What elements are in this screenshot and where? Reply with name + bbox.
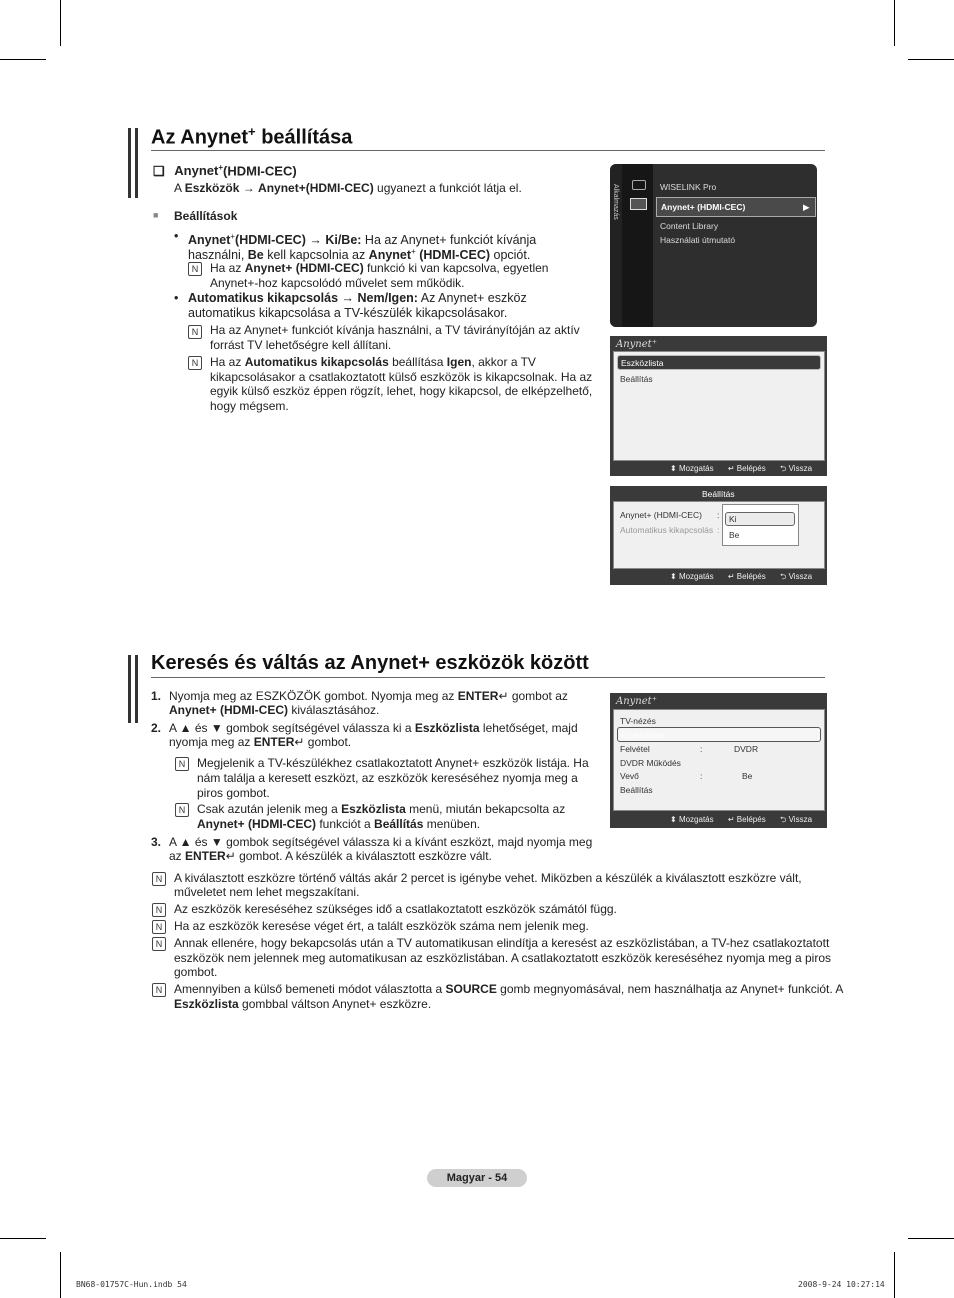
note5-line1: Csak azután jelenik meg a Eszközlista menü, miután bekapcsolta az — [197, 802, 566, 816]
note-icon: N — [188, 356, 202, 370]
setting-auto-off-label: Automatikus kikapcsolás — [620, 525, 714, 535]
note2-line1: Ha az Anynet+ funkciót kívánja használni, a TV távirányítóján az aktív — [210, 323, 580, 337]
updown-icon: ⬍ — [670, 815, 677, 824]
crop-mark — [894, 0, 895, 46]
settings-title: Beállítás — [702, 489, 735, 499]
gnote5-line2: Eszközlista gombbal váltson Anynet+ eszközre. — [174, 997, 432, 1011]
gnote5-line1: Amennyiben a külső bemeneti módot választotta a SOURCE gomb megnyomásával, nem használhatja az Anynet+ funkciót. A — [174, 982, 844, 996]
bullet-icon: • — [174, 229, 179, 243]
note-icon: N — [188, 325, 202, 339]
bullet2-line1: Automatikus kikapcsolás → Nem/Igen: Az Anynet+ eszköz — [188, 291, 527, 305]
step-number: 1. — [151, 689, 162, 703]
crop-mark — [0, 59, 46, 60]
section-bar — [128, 128, 131, 198]
note-icon: N — [175, 757, 189, 771]
screen-application-menu — [610, 164, 817, 327]
bullet1-line2: használni, Be kell kapcsolnia az Anynet+ (HDMI-CEC) opciót. — [188, 247, 531, 263]
gnote4-line1: Annak ellenére, hogy bekapcsolás után a TV automatikusan elindítja a keresést az eszközlistában, a TV-hez csatlakoztatott — [174, 936, 830, 950]
icon-column — [622, 164, 653, 327]
settings-panel — [613, 501, 825, 569]
gnote4-line3: gombot. — [174, 965, 218, 979]
colon: : — [717, 510, 720, 520]
section2-title: Keresés és váltás az Anynet+ eszközök között — [151, 652, 589, 674]
step-number: 2. — [151, 721, 162, 735]
print-meta-right: 2008-9-24 10:27:14 — [798, 1280, 885, 1289]
note1-line1: Ha az Anynet+ (HDMI-CEC) funkció ki van kapcsolva, egyetlen — [210, 261, 549, 275]
crop-mark — [0, 1238, 46, 1239]
step3-line2: az ENTER↵ gombot. A készülék a kiválasztott eszközre vált. — [169, 849, 492, 863]
gnote3: Ha az eszközök keresése véget ért, a talált eszközök száma nem jelenik meg. — [174, 919, 589, 933]
bullet2-line2: automatikus kikapcsolása a TV-készülék kikapcsolásakor. — [188, 306, 508, 320]
colon: : — [700, 744, 703, 754]
menu-item-device-list-highlight[interactable] — [617, 727, 821, 742]
updown-icon: ⬍ — [670, 572, 677, 581]
note3-line4: hogy mégsem. — [210, 399, 289, 413]
enter-icon: ↵ — [727, 815, 735, 824]
anynet-logo: Anynet⁺ — [616, 339, 657, 350]
note5-line2: Anynet+ (HDMI-CEC) funkciót a Beállítás menüben. — [197, 817, 481, 831]
arrow-right-icon: ▶ — [803, 202, 810, 212]
footer-hints: ⬍ Mozgatás ↵ Belépés ⮌ Vissza — [670, 572, 813, 581]
step2-line2: nyomja meg az ENTER↵ gombot. — [169, 735, 352, 749]
enter-icon: ↵ — [498, 689, 509, 703]
menu-panel — [613, 351, 825, 461]
menu-item-anynet: Anynet+ (HDMI-CEC) — [661, 202, 746, 212]
note4-line2: nám találja a keresett eszközt, az eszközök kereséséhez nyomja meg a — [197, 771, 578, 785]
enter-icon: ↵ — [225, 849, 236, 863]
option-off-highlight[interactable] — [725, 512, 795, 526]
crop-mark — [908, 59, 954, 60]
checkbox-icon: ❑ — [153, 163, 165, 179]
note-icon: N — [152, 903, 166, 917]
anynet-icon — [630, 198, 647, 210]
section-bar — [135, 655, 138, 723]
footer-hints: ⬍ Mozgatás ↵ Belépés ⮌ Vissza — [670, 464, 813, 473]
enter-icon: ↵ — [727, 572, 735, 581]
crop-mark — [894, 1252, 895, 1298]
screen-device-list — [610, 693, 827, 828]
return-icon: ⮌ — [779, 572, 787, 581]
updown-icon: ⬍ — [670, 464, 677, 473]
section-bar — [135, 128, 138, 198]
return-icon: ⮌ — [779, 464, 787, 473]
gnote1-line2: műveletet nem lehet megszakítani. — [174, 885, 360, 899]
note3-line1: Ha az Automatikus kikapcsolás beállítása Igen, akkor a TV — [210, 355, 536, 369]
menu-item-dvdr-operation[interactable]: DVDR Működés — [620, 758, 681, 768]
menu-item-device-list: Eszközlista — [621, 730, 664, 740]
crop-mark — [908, 1238, 954, 1239]
step1-line1: Nyomja meg az ESZKÖZÖK gombot. Nyomja meg az ENTER↵ gombot az — [169, 689, 568, 703]
side-label: Alkalmazás — [612, 184, 619, 220]
menu-item-settings[interactable]: Beállítás — [620, 785, 653, 795]
menu-item-receiver[interactable]: Vevő — [620, 771, 639, 781]
menu-item-settings[interactable]: Beállítás — [620, 374, 653, 384]
section-bar — [128, 655, 131, 723]
gnote1-line1: A kiválasztott eszközre történő váltás akár 2 percet is igénybe vehet. Miközben a készülék a kiválasztott eszközre vált, — [174, 871, 802, 885]
enter-icon: ↵ — [294, 735, 305, 749]
device-panel — [613, 709, 825, 811]
anynet-logo: Anynet⁺ — [616, 696, 657, 707]
settings-label: Beállítások — [174, 209, 238, 223]
menu-item-wiselink[interactable]: WISELINK Pro — [660, 182, 717, 192]
crop-mark — [60, 1252, 61, 1298]
enter-icon: ↵ — [727, 464, 735, 473]
option-dropdown — [722, 504, 799, 546]
menu-item-user-guide[interactable]: Használati útmutató — [660, 235, 736, 245]
screen-anynet-menu — [610, 336, 827, 476]
step2-line1: A ▲ és ▼ gombok segítségével válassza ki a Eszközlista lehetőséget, majd — [169, 721, 578, 735]
menu-item-anynet-highlight[interactable] — [656, 197, 816, 217]
note-icon: N — [152, 983, 166, 997]
menu-item-content-library[interactable]: Content Library — [660, 221, 719, 231]
menu-item-tv-view[interactable]: TV-nézés — [620, 716, 656, 726]
footer-hints: ⬍ Mozgatás ↵ Belépés ⮌ Vissza — [670, 815, 813, 824]
colon: : — [717, 525, 720, 535]
bullet-icon: • — [174, 291, 179, 305]
menu-item-device-list-highlight[interactable] — [617, 355, 821, 370]
note3-line2: kikapcsolásakor a csatlakoztatott külső eszközök is kikapcsolnak. Ha az — [210, 370, 593, 384]
colon: : — [700, 771, 703, 781]
return-icon: ⮌ — [779, 815, 787, 824]
wiselink-icon — [632, 180, 646, 190]
menu-item-record[interactable]: Felvétel — [620, 744, 650, 754]
section1-title: Az Anynet+ beállítása — [151, 124, 353, 149]
section-rule — [151, 150, 825, 151]
step3-line1: A ▲ és ▼ gombok segítségével válassza ki a kívánt eszközt, majd nyomja meg — [169, 835, 593, 849]
print-meta-left: BN68-01757C-Hun.indb 54 — [76, 1280, 187, 1289]
gnote4-line2: eszközök nem jelennek meg automatikusan az eszközlistában. A csatlakoztatott eszközök kereséséhez nyomja meg a piros — [174, 951, 832, 965]
note-icon: N — [152, 937, 166, 951]
page-number-badge: Magyar - 54 — [427, 1169, 527, 1187]
note-icon: N — [152, 920, 166, 934]
option-on[interactable]: Be — [729, 530, 740, 540]
step-number: 3. — [151, 835, 162, 849]
note-icon: N — [188, 262, 202, 276]
screen-settings — [610, 486, 827, 585]
note3-line3: egyik külső eszköz éppen rögzít, lehet, hogy kikapcsol, de elképzelhető, — [210, 384, 593, 398]
intro-text: A Eszközök → Anynet+(HDMI-CEC) ugyanezt a funkciót látja el. — [174, 181, 522, 195]
note2-line2: forrást TV lehetőségre kell állítani. — [210, 338, 392, 352]
subhead: ❑ Anynet+(HDMI-CEC) — [153, 163, 297, 179]
square-bullet-icon: ■ — [153, 210, 159, 220]
note4-line3: piros gombot. — [197, 786, 270, 800]
step1-line2: Anynet+ (HDMI-CEC) kiválasztásához. — [169, 703, 380, 717]
record-value: DVDR — [734, 744, 759, 754]
crop-mark — [60, 0, 61, 46]
menu-item-device-list: Eszközlista — [621, 358, 664, 368]
note4-line1: Megjelenik a TV-készülékhez csatlakoztatott Anynet+ eszközök listája. Ha — [197, 756, 589, 770]
note-icon: N — [152, 872, 166, 886]
bullet1-line1: Anynet+(HDMI-CEC) → Ki/Be: Ha az Anynet+ funkciót kívánja — [188, 232, 537, 248]
section-rule — [151, 677, 825, 678]
note1-line2: Anynet+-hoz kapcsolódó művelet sem működik. — [210, 276, 465, 290]
option-off: Ki — [729, 514, 737, 524]
note-icon: N — [175, 803, 189, 817]
setting-anynet-label: Anynet+ (HDMI-CEC) — [620, 510, 702, 520]
receiver-value: Be — [742, 771, 753, 781]
gnote2: Az eszközök kereséséhez szükséges idő a csatlakoztatott eszközök számától függ. — [174, 902, 617, 916]
